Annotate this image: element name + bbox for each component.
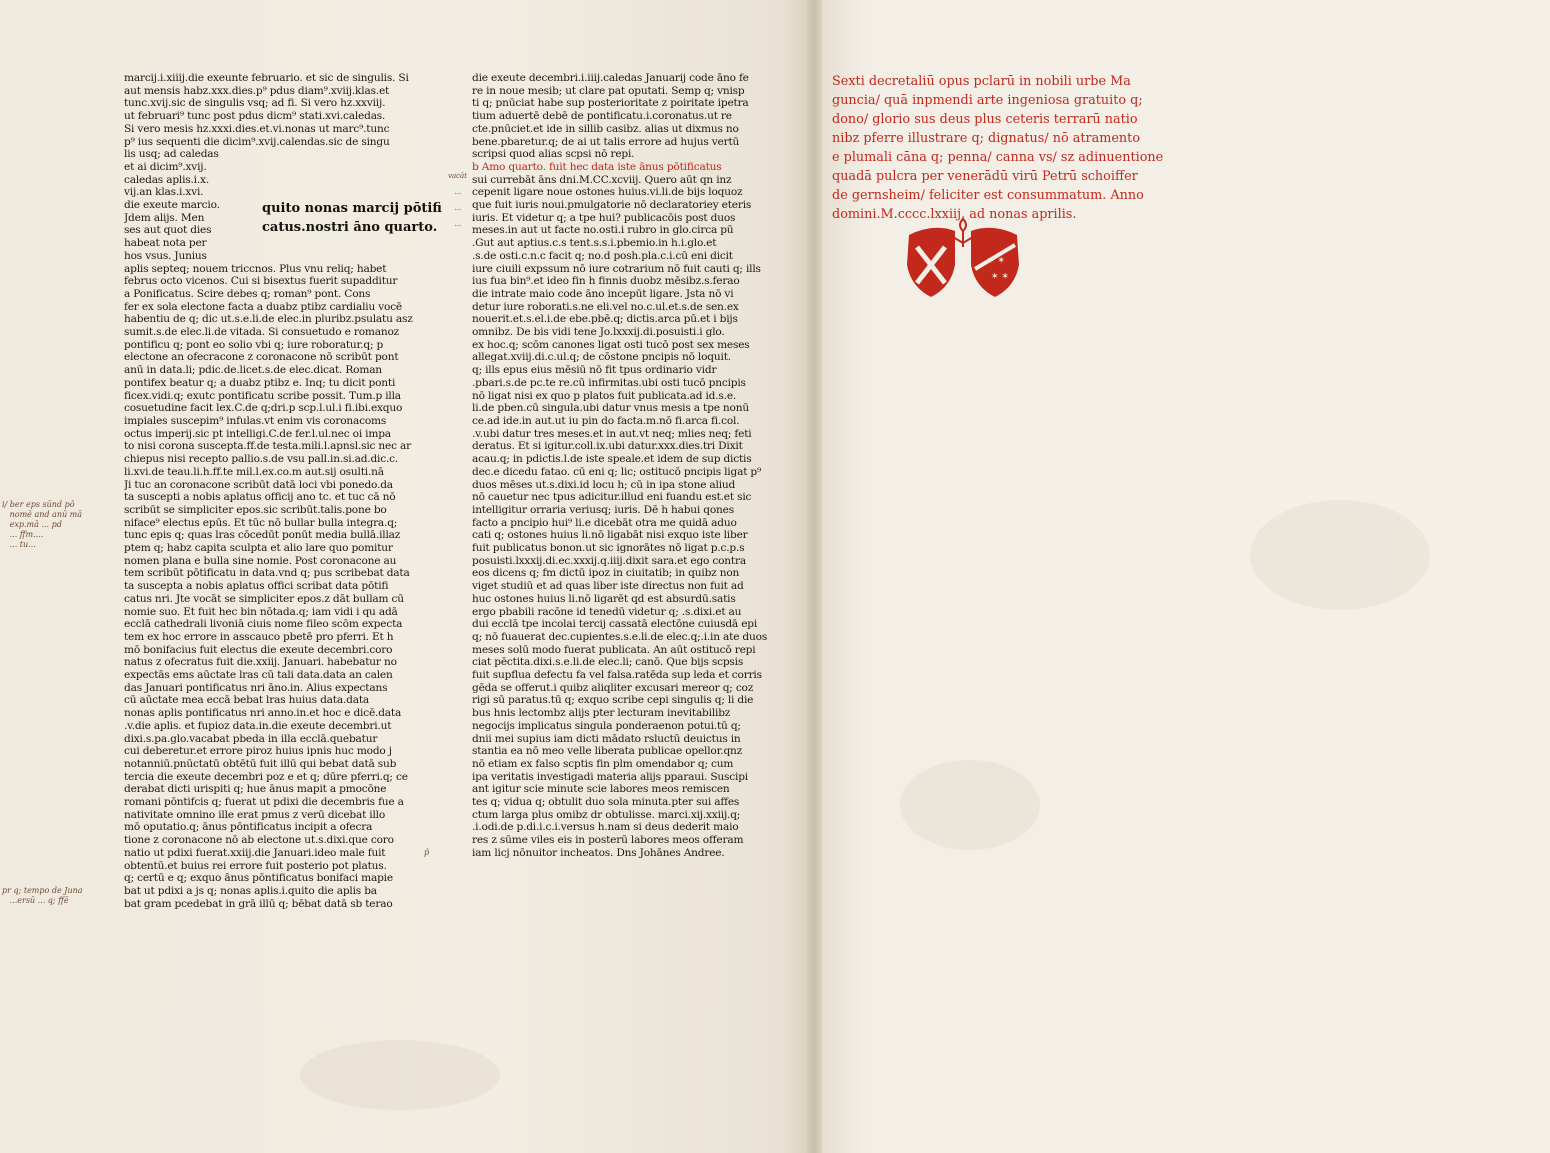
text-line: dui ecclā tpe incolai tercij cassatā electōne cuiusdā epi: [472, 618, 758, 631]
left-shield: [907, 228, 955, 297]
text-line: habeat nota per: [124, 237, 207, 250]
text-line: tunc epis q; quas lras cōcedūt ponūt media bullā.illaz: [124, 529, 401, 542]
text-line: to nisi corona suscepta.ff.de testa.mili.l.apnsl.sic nec ar: [124, 440, 411, 453]
text-line: Jdem alijs. Men: [124, 211, 205, 224]
text-line: natus z ofecratus fuit die.xxiij. Januari. habebatur no: [124, 656, 397, 669]
marginal-note: p̃: [424, 848, 430, 857]
text-line: iuris. Et videtur q; a tpe hui? publicacōis post duos: [472, 211, 736, 224]
text-line: stantia ea nō meo velle liberata publicae opellor.qnz: [472, 745, 743, 758]
text-line: nomie suo. Et fuit hec bin nōtada.q; iam vidi i qu adā: [124, 605, 398, 618]
text-line: .v.die aplis. et fupioz data.in.die exeute decembri.ut: [124, 719, 392, 732]
text-line: q; ills epus eius mēsiū nō fit tpus ordinario vidr: [472, 364, 717, 377]
text-line: aplis septeq; nouem triccnos. Plus vnu reliq; habet: [124, 262, 387, 275]
marginal-note: i/ ber eps sūnd pō nomē and anū mā exp.mā ... pd ... ffm.... ... tu...: [2, 500, 83, 549]
marginal-note: pr q; tempo de Juna ...ersū ... q; ffē: [2, 886, 83, 905]
text-line: scribūt se simpliciter epos.sic scribūt.talis.pone bo: [124, 503, 387, 516]
text-line: ficex.vidi.q; exutc pontificatu scribe possit. Tum.p illa: [124, 389, 401, 402]
paper-stain: [1250, 500, 1430, 610]
text-line: impiales suscepim⁹ infulas.vt enim vis coronacoms: [124, 414, 387, 427]
text-line: catus nri. Jte vocāt se simpliciter epos.z dāt bullam cū: [124, 592, 404, 605]
text-line: pontifex beatur q; a duabz ptibz e. Inq; tu dicit ponti: [124, 376, 396, 389]
text-line: intelligitur orraria veriusq; iuris. Dē h habui qones: [472, 503, 734, 516]
text-line: expectās ems aūctate lras cū tali data.data an calen: [124, 669, 393, 682]
colophon: Sexti decretaliū opus pclarū in nobili urbe Ma guncia/ quā inpmendi arte ingeniosa gratuito dono/ glorio sus deus plus ceteris terrarū natio nibz pferre illustrare q; dignatus/ nō atramento e plumali cāna q; penna/ canna vs/ sz adinuentione quadā pulcra per venerādū virū Petrū schoiffer de gernsheim/ feliciter est consummatum. Anno domini.M.cccc.lxxiij. ad nonas aprilis.: [832, 74, 1164, 222]
text-line: eos dicens q; fm dictū ipoz in ciuitatib; in quibz non: [472, 567, 740, 580]
text-line: die intrate maio code āno incepūt ligare. Jsta nō vi: [472, 287, 734, 300]
right-shield: [971, 228, 1019, 297]
text-line: fer ex sola electone facta a duabz ptibz cardialiu vocē: [124, 300, 403, 313]
text-line: februs octo vicenos. Cui si bisextus fuerit supadditur: [124, 275, 398, 288]
text-line: bat gram pcedebat in grā illū q; bēbat datā sb terao: [124, 897, 393, 910]
text-line: .s.de osti.c.n.c facit q; no.d posh.pla.c.i.cū eni dicit: [472, 249, 733, 262]
text-line: facto a pncipio hui⁹ li.e dicebāt otra me quidā aduo: [472, 516, 737, 529]
text-line: das Januari pontificatus nri āno.in. Alius expectans: [124, 681, 388, 694]
text-line: acau.q; in pdictis.l.de iste speale.et idem de sup dictis: [472, 453, 752, 466]
text-column-b: [472, 72, 772, 860]
text-line: b Amo quarto. fuit hec data iste ānus pōtificatus: [472, 160, 722, 173]
text-line: ctum larga plus omibz dr obtulisse. marci.xij.xxiij.q;: [472, 808, 741, 821]
text-line: bus hnis lectombz alijs pter lecturam inevitabilibz: [472, 707, 731, 720]
text-line: cati q; ostones huius li.nō ligabāt nisi exquo iste liber: [472, 529, 748, 542]
text-line: .pbari.s.de pc.te re.cū infirmitas.ubi osti tucō pncipis: [472, 376, 746, 389]
text-line: iam licj nōnuitor incheatos. Dns Johānes Andree.: [472, 846, 725, 859]
text-line: scripsi quod alias scpsi nō repi.: [472, 148, 635, 161]
text-line: duos mēses ut.s.dixi.id locu h; cū in ipa stone aliud: [472, 478, 736, 491]
text-line: .Gut aut aptius.c.s tent.s.s.i.pbemio.in h.i.glo.et: [472, 237, 717, 250]
text-line: tium aduertē debē de pontificatu.i.coronatus.ut re: [472, 110, 732, 123]
text-line: nō etiam ex falso scptis fin plm omendabor q; cum: [472, 757, 734, 770]
text-line: ptem q; habz capita sculpta et alio lare quo pomitur: [124, 542, 393, 555]
text-line: mō oputatio.q; ānus pōntificatus incipit a ofecra: [124, 821, 373, 834]
text-line: ut februari⁹ tunc post pdus dicm⁹ stati.xvi.caledas.: [124, 110, 386, 123]
text-line: mō bonifacius fuit electus die exeute decembri.coro: [124, 643, 393, 656]
svg-text:✶ ✶: ✶ ✶: [991, 272, 1009, 282]
text-line: .i.odi.de p.di.i.c.i.versus h.nam si deus dederit maio: [472, 821, 739, 834]
text-line: cte.pnūciet.et ide in sillib casibz. alias ut dixmus no: [472, 122, 739, 135]
text-line: pontificu q; pont eo solio vbi q; iure roboratur.q; p: [124, 338, 384, 351]
text-line: detur iure roborati.s.ne eli.vel no.c.ul.et.s.de sen.ex: [472, 300, 739, 313]
text-line: ciat pēctita.dixi.s.e.li.de elec.li; canō. Que bijs scpsis: [472, 656, 744, 669]
text-line: ergo pbabili racōne id tenedū videtur q; .s.dixi.et au: [472, 605, 742, 618]
text-line: caledas aplis.i.x.: [124, 173, 209, 186]
text-line: tem ex hoc errore in asscauco pbetē pro pferri. Et h: [124, 630, 394, 643]
text-line: a Ponificatus. Scire debes q; roman⁹ pont. Cons: [124, 287, 371, 300]
text-line: posuisti.lxxxij.di.ec.xxxij.q.iiij.dixit sara.et ego contra: [472, 554, 746, 567]
text-line: Ji tuc an coronacone scribūt datā loci vbi ponedo.da: [124, 478, 393, 491]
text-line: nativitate omnino ille erat pmus z verū dicebat illo: [124, 808, 386, 821]
text-line: cosuetudine facit lex.C.de q;dri.p scp.l.ul.i fi.ibi.exquo: [124, 402, 403, 415]
text-line: Si vero mesis hz.xxxi.dies.et.vi.nonas ut marc⁹.tunc: [124, 122, 390, 135]
text-line: .v.ubi datur tres meses.et in aut.vt neq; mlies neq; feti: [472, 427, 752, 440]
text-line: obtentū.et buius rei errore fuit posterio pot platus.: [124, 859, 387, 872]
text-line: ius fua bin⁹.et ideo fin h finnis duobz mēsibz.s.ferao: [472, 275, 740, 288]
text-line: li.xvi.de teau.li.h.ff.te mil.l.ex.co.m aut.sij osulti.nā: [124, 465, 384, 478]
marginal-note: vacāt ... ... ...: [448, 172, 468, 228]
inset-heading: quito nonas marcij catus.nostri āno quarto.: [262, 201, 438, 235]
text-line: hos vsus. Junius: [124, 249, 207, 262]
text-line: sumit.s.de elec.li.de vitada. Si consuetudo e romanoz: [124, 326, 400, 339]
text-line: huc ostones huius li.nō ligarēt qd est absurdū.satis: [472, 592, 736, 605]
text-line: tunc.xvij.sic de singulis vsq; ad fi. Si vero hz.xxviij.: [124, 97, 386, 110]
text-line: chiepus nisi recepto pallio.s.de vsu pall.in.si.ad.dic.c.: [124, 453, 399, 466]
text-line: romani pōntifcis q; fuerat ut pdixi die decembris fue a: [124, 796, 404, 809]
printer-device-shields: [903, 217, 1023, 299]
text-line: nō ligat nisi ex quo p platos fuit publicata.ad id.s.e.: [472, 389, 737, 402]
text-line: deratus. Et si igitur.coll.ix.ubi datur.xxx.dies.tri Dixit: [472, 440, 743, 453]
text-line: vij.an klas.i.xvi.: [124, 186, 204, 199]
text-column-a: [124, 72, 438, 910]
text-line: notanniū.pnūctatū obtētū fuit illū qui bebat datā sub: [124, 757, 397, 770]
text-line: allegat.xviij.di.c.ul.q; de cōstone pncipis nō loquit.: [472, 351, 731, 364]
text-line: negocijs implicatus singula ponderaenon potui.tū q;: [472, 719, 741, 732]
text-line: nomen plana e bulla sine nomie. Post coronacone au: [124, 554, 397, 567]
text-line: meses.in aut ut facte no.osti.i rubro in glo.circa pū: [472, 224, 734, 237]
text-line: tem scribūt pōtificatu in data.vnd q; pus scribebat data: [124, 567, 410, 580]
text-line: die exeute marcio.: [124, 199, 220, 212]
text-line: dixi.s.pa.glo.vacabat pbeda in illa ecclā.quebatur: [124, 732, 378, 745]
svg-text:✶ ✶: ✶ ✶: [987, 256, 1005, 266]
text-line: lis usq; ad caledas: [124, 148, 219, 161]
text-line: meses solū modo fuerat publicata. An aūt ostitucō repi: [472, 643, 756, 656]
text-line: ta suscepti a nobis aplatus officij ano tc. et tuc cā nō: [124, 491, 396, 504]
branch-crest: [953, 219, 973, 247]
text-line: dec.e dicedu fatao. cū eni q; lic; ostitucō pncipis ligat p⁹: [472, 465, 762, 478]
text-line: ex hoc.q; scōm canones ligat osti tucō post sex meses: [472, 338, 750, 351]
text-line: electone an ofecracone z coronacone nō scribūt pont: [124, 351, 399, 364]
text-line: ti q; pnūciat habe sup posterioritate z poiritate ipetra: [472, 97, 749, 110]
paper-stain: [300, 1040, 500, 1110]
text-line: cū aūctate mea eccā bebat lras huius data.data: [124, 694, 369, 707]
text-line: sui currebāt āns dni.M.CC.xcviij. Quero aūt qn inz: [472, 173, 732, 186]
text-line: tes q; vidua q; obtulit duo sola minuta.pter sui affes: [472, 796, 740, 809]
text-line: ta suscepta a nobis aplatus offici scribat data pōtifi: [124, 580, 389, 593]
text-line: derabat dicti urispiti q; hue ānus mapit a pmocōne: [124, 783, 387, 796]
text-line: iure ciuili expssum nō iure cotrarium nō fuit cauti q; ills: [472, 262, 761, 275]
text-line: que fuit iuris noui.pmulgatorie nō declaratoriey eteris: [472, 199, 752, 212]
text-line: q; nō fuauerat dec.cupientes.s.e.li.de elec.q;.i.in ate duos: [472, 630, 768, 643]
text-line: tione z coronacone nō ab electone ut.s.dixi.que coro: [124, 834, 394, 847]
text-line: niface⁹ electus epūs. Et tūc nō bullar bulla integra.q;: [124, 516, 398, 529]
text-line: gēda se offerut.i quibz aliqliter excusari mereor q; coz: [472, 681, 754, 694]
text-line: aut mensis habz.xxx.dies.p⁹ pdus diam⁹.xviij.klas.et: [124, 84, 390, 97]
text-line: re in noue mesib; ut clare pat oputati. Semp q; vnisp: [472, 84, 745, 97]
text-line: marcij.i.xiiij.die exeunte februario. et sic de singulis. Si: [124, 72, 409, 84]
text-line: omnibz. De bis vidi tene Jo.lxxxij.di.posuisti.i glo.: [472, 326, 725, 339]
paper-stain: [900, 760, 1040, 850]
text-line: li.de pben.cū singula.ubi datur vnus mesis a tpe nonū: [472, 402, 749, 415]
text-line: ce.ad ide.in aut.ut iu pin do facta.m.nō fi.arca fi.col.: [472, 414, 740, 427]
text-line: habentiu de q; dic ut.s.e.li.de elec.in pluribz.psulatu asz: [124, 313, 413, 326]
text-line: bat ut pdixi a js q; nonas aplis.i.quito die aplis ba: [124, 885, 377, 897]
text-line: bene.pbaretur.q; de ai ut talis errore ad hujus vertū: [472, 135, 740, 148]
text-line: nouerit.et.s.el.i.de ebe.pbē.q; dictis.arca pū.et i bijs: [472, 313, 738, 326]
text-line: die exeute decembri.i.iiij.caledas Januarij code āno fe: [472, 72, 749, 84]
text-line: cui deberetur.et errore piroz huius ipnis huc modo j: [124, 745, 392, 758]
text-line: tercia die exeute decembri poz e et q; dūre pferri.q; ce: [124, 770, 408, 783]
text-line: natio ut pdixi fuerat.xxiij.die Januari.ideo male fuit: [124, 846, 386, 859]
text-line: fuit publicatus bonon.ut sic ignorātes nō ligat p.c.p.s: [472, 542, 745, 555]
text-line: p⁹ ius sequenti die dicim⁹.xvij.calendas.sic de singu: [124, 135, 390, 148]
text-line: ses aut quot dies: [124, 224, 212, 237]
text-line: res z sūme viles eis in posterū labores meos offeram: [472, 834, 744, 847]
text-line: rigi sū paratus.tū q; exquo scribe cepi singulis q; li die: [472, 694, 754, 707]
text-line: nonas aplis pontificatus nri anno.in.et hoc e dicē.data: [124, 707, 402, 720]
text-line: ecclā cathedrali livoniā ciuis nome fileo scōm expecta: [124, 618, 403, 631]
text-line: et ai dicim⁹.xvij.: [124, 160, 207, 173]
text-line: nō cauetur nec tpus adicitur.illud eni fuandu est.et sic: [472, 491, 752, 504]
text-line: anū in data.li; pdic.de.licet.s.de elec.dicat. Roman: [124, 364, 382, 377]
text-line: q; certū e q; exquo ānus pōntificatus bonifaci mapie: [124, 872, 393, 885]
text-line: dnii mei supius iam dicti mādato rsluctū deuictus in: [472, 732, 741, 745]
text-line: ipa veritatis investigadi materia alijs pparaui. Suscipi: [472, 770, 748, 783]
text-line: ant igitur scie minute scie labores meos remiscen: [472, 783, 730, 796]
text-line: viget studiū et ad quas liber iste directus non fuit ad: [472, 580, 744, 593]
text-line: octus imperij.sic pt intelligi.C.de fer.l.ul.nec oi impa: [124, 427, 391, 440]
text-line: cepenit ligare noue ostones huius.vi.li.de bijs loquoz: [472, 186, 743, 199]
text-line: fuit supflua defectu fa vel falsa.ratēda sup leda et corris: [472, 669, 762, 682]
